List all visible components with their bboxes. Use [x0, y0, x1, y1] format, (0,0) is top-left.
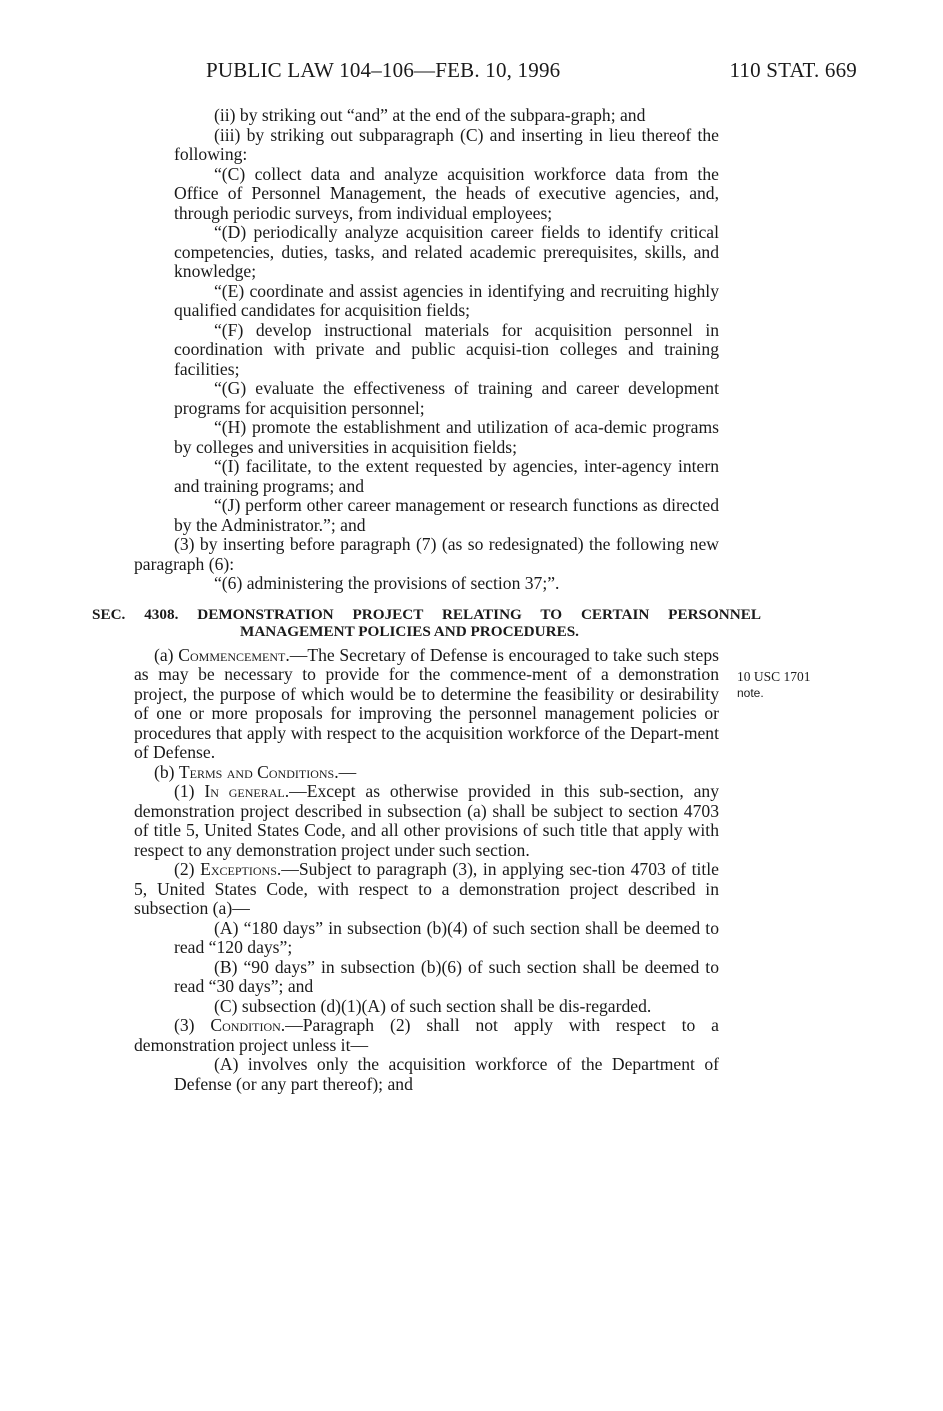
- subsection-b-heading: Terms and Conditions: [178, 761, 335, 782]
- quoted-subparagraph-e: “(E) coordinate and assist agencies in identifying and recruiting highly qualified candidates for acquisition fields;: [174, 280, 719, 320]
- quoted-subparagraph-i: “(I) facilitate, to the extent requested by agencies, inter-agency intern and training programs; and: [174, 456, 719, 496]
- clause-ii: (ii) by striking out “and” at the end of the subpara-graph; and: [214, 105, 646, 125]
- subsection-a-heading: Commencement: [178, 644, 286, 665]
- paragraph-1-heading: In general: [204, 781, 285, 801]
- quoted-paragraph-6: “(6) administering the provisions of section 37;”.: [214, 573, 560, 593]
- margin-note-citation: 10 USC 1701: [737, 669, 811, 684]
- paragraph-1: (1) In general.—Except as otherwise provided in this sub-section, any demonstration project described in subsection (a) shall be subject to section 4703 of title 5, United States Code, and all other provisions of such title that apply with respect to any demonstration project under such section.: [134, 781, 720, 860]
- page-number: 110 STAT. 669: [729, 58, 857, 82]
- quoted-subparagraph-j: “(J) perform other career management or research functions as directed by the Administrator.”; and: [174, 495, 719, 535]
- section-title: DEMONSTRATION PROJECT RELATING TO CERTAIN PERSONNEL MANAGEMENT POLICIES AND PROCEDURES.: [197, 605, 762, 640]
- running-head: [0, 58, 943, 88]
- quoted-subparagraph-h: “(H) promote the establishment and utilization of aca-demic programs by colleges and universities in acquisition fields;: [174, 417, 719, 457]
- paragraph-3-insert: (3) by inserting before paragraph (7) (as so redesignated) the following new paragraph (6):: [134, 534, 719, 574]
- paragraph-2-item-c: (C) subsection (d)(1)(A) of such section shall be dis-regarded.: [214, 995, 652, 1016]
- margin-note: [737, 668, 847, 702]
- paragraph-2-item-b: (B) “90 days” in subsection (b)(6) of such section shall be deemed to read “30 days”; and: [174, 956, 719, 996]
- section-number: SEC. 4308.: [92, 605, 179, 623]
- quoted-subparagraph-d: “(D) periodically analyze acquisition career fields to identify critical competencies, duties, tasks, and related academic prerequisites, skills, and knowledge;: [174, 222, 719, 281]
- paragraph-1-text: .—Except as otherwise provided in this sub-section, any demonstration project described in subsection (a) shall be subject to section 4703 of title 5, United States Code, and all other provisions of such title that apply with respect to any demonstration project under such section.: [134, 781, 720, 860]
- quoted-subparagraph-g: “(G) evaluate the effectiveness of training and career development programs for acquisition personnel;: [174, 378, 719, 418]
- running-title: PUBLIC LAW 104–106—FEB. 10, 1996: [206, 58, 561, 82]
- paragraph-3-item-a: (A) involves only the acquisition workforce of the Department of Defense (or any part thereof); and: [174, 1054, 719, 1094]
- paragraph-2: (2) Exceptions.—Subject to paragraph (3), in applying sec-tion 4703 of title 5, United States Code, with respect to a demonstration project described in subsection (a)—: [134, 859, 719, 918]
- margin-note-suffix: note.: [737, 686, 764, 700]
- paragraph-2-heading: Exceptions: [200, 859, 277, 879]
- subsection-b: (b) Terms and Conditions.—: [154, 761, 357, 782]
- paragraph-3: (3) Condition.—Paragraph (2) shall not apply with respect to a demonstration project unless it—: [134, 1015, 719, 1055]
- paragraph-2-text: .—Subject to paragraph (3), in applying sec-tion 4703 of title 5, United States Code, with respect to a demonstration project described in subsection (a)—: [134, 859, 719, 918]
- paragraph-3-text: .—Paragraph (2) shall not apply with respect to a demonstration project unless it—: [134, 1015, 719, 1055]
- quoted-subparagraph-c: “(C) collect data and analyze acquisition workforce data from the Office of Personnel Management, the heads of executive agencies, and, through periodic surveys, from individual employees;: [174, 163, 719, 223]
- paragraph-2-item-a: (A) “180 days” in subsection (b)(4) of such section shall be deemed to read “120 days”;: [174, 917, 719, 957]
- subsection-a-text: .—The Secretary of Defense is encouraged to take such steps as may be necessary to provide for the commence-ment of a demonstration project, the purpose of which would be to determine the feasibility or desirability of one or more proposals for improving the personnel management policies or procedures that apply with respect to the acquisition workforce of the Depart-ment of Defense.: [134, 644, 719, 762]
- section-heading: [92, 606, 761, 640]
- subsection-a: (a) Commencement.—The Secretary of Defense is encouraged to take such steps as may be necessary to provide for the commence-ment of a demonstration project, the purpose of which would be to determine the feasibility or desirability of one or more proposals for improving the personnel management policies or procedures that apply with respect to the acquisition workforce of the Depart-ment of Defense.: [134, 644, 719, 762]
- clause-iii: (iii) by striking out subparagraph (C) and inserting in lieu thereof the following:: [174, 124, 719, 164]
- paragraph-3-heading: Condition: [210, 1015, 281, 1035]
- quoted-subparagraph-f: “(F) develop instructional materials for acquisition personnel in coordination with private and public acquisi-tion colleges and training facilities;: [174, 319, 719, 379]
